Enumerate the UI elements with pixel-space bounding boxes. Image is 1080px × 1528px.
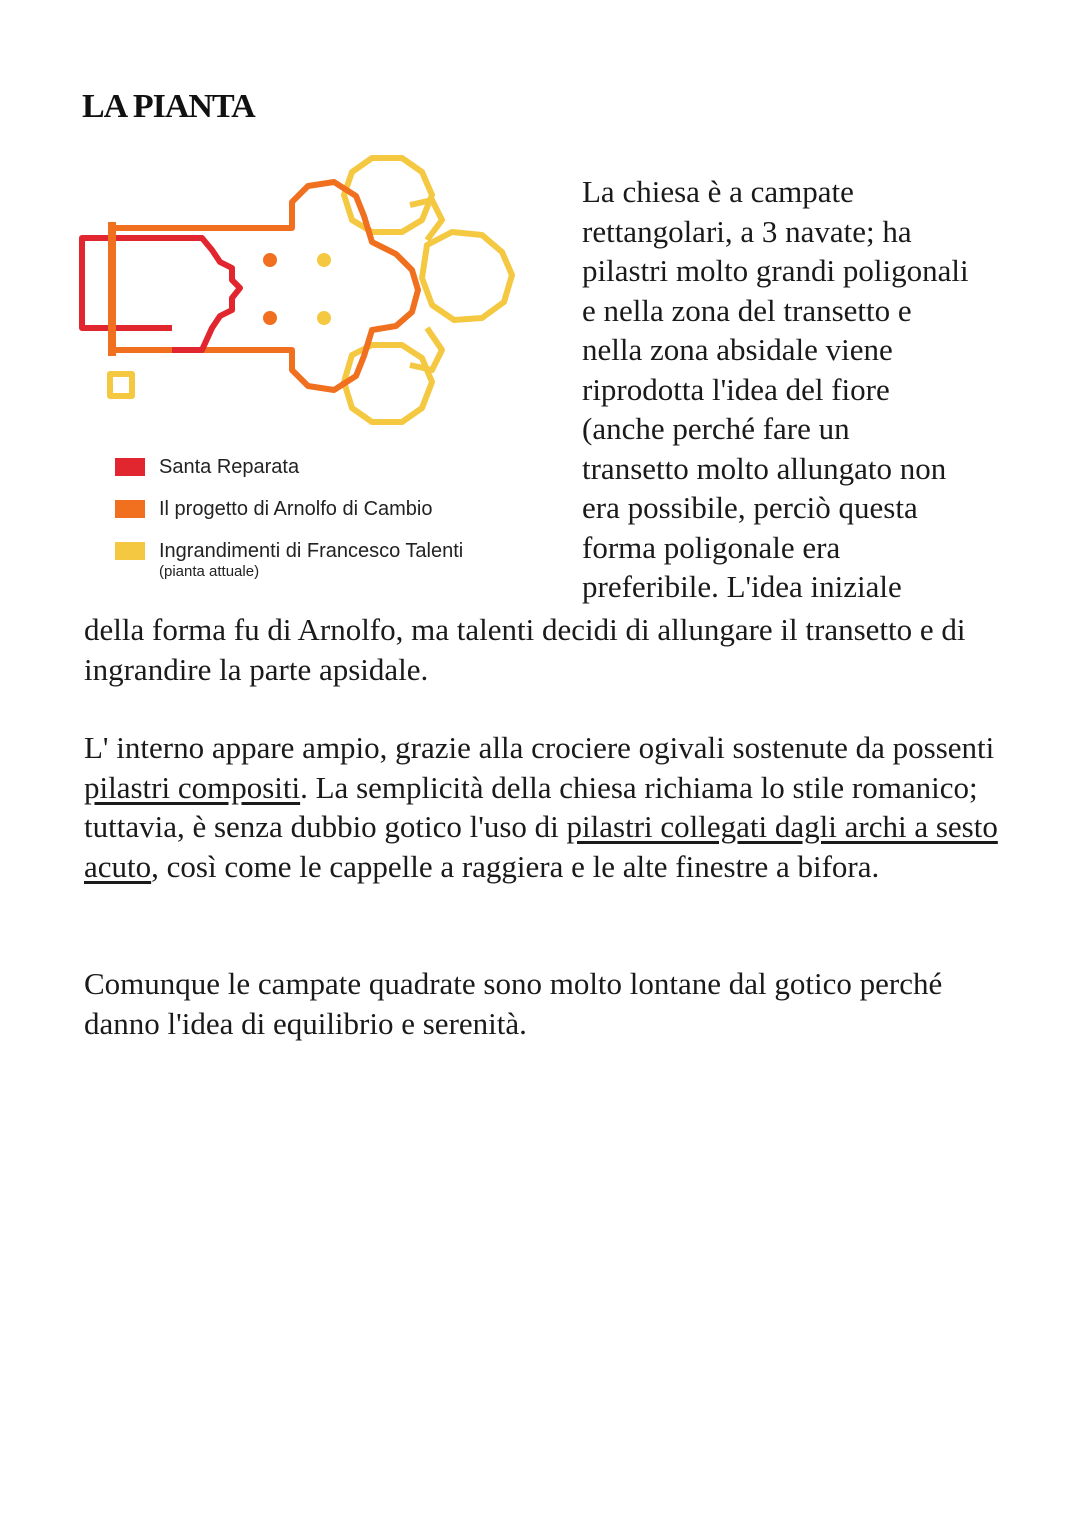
- legend-item-talenti: [115, 539, 555, 581]
- cathedral-plan-diagram: [72, 150, 542, 440]
- text-line: (anche perché fare un: [582, 411, 850, 446]
- page-title: LA PIANTA: [82, 88, 255, 125]
- santa-reparata-plan: [82, 238, 240, 350]
- text-line: rettangolari, a 3 navate; ha: [582, 213, 912, 249]
- text-run: , così come le cappelle a raggiera e le alte finestre a bifora.: [151, 848, 880, 884]
- text-line: pilastri molto grandi poligonali: [582, 253, 969, 288]
- paragraph-3: Comunque le campate quadrate sono molto lontane dal gotico perché danno l'idea di equilibrio e serenità.: [84, 966, 943, 1041]
- text-line: forma poligonale era: [582, 529, 841, 565]
- legend-item-santa-reparata: [115, 455, 555, 479]
- paragraph-2: [84, 728, 1004, 886]
- text-line: La chiesa è a campate: [582, 174, 854, 209]
- legend-swatch-orange: [115, 500, 145, 518]
- text-line: e nella zona del transetto e: [582, 292, 912, 328]
- plan-legend: [115, 455, 555, 599]
- legend-label: Santa Reparata: [159, 456, 300, 478]
- text-run: . La semplicità della chiesa richiama lo stile romanico; tuttavia, è senza dubbio gotico l'uso di: [84, 769, 978, 844]
- legend-swatch-yellow: [115, 542, 145, 560]
- underlined-text: pilastri compositi: [84, 769, 301, 805]
- text-run: L' interno appare ampio, grazie alla crociere ogivali sostenute da possenti: [84, 730, 995, 765]
- underlined-text: pilastri collegati dagli archi a sesto acuto: [84, 809, 998, 884]
- text-line: riprodotta l'idea del fiore: [582, 371, 890, 407]
- paragraph-1-continuation: della forma fu di Arnolfo, ma talenti decidi di allungare il transetto e di ingrandire la parte apsidale.: [84, 612, 966, 687]
- text-line: preferibile. L'idea iniziale: [582, 569, 902, 604]
- text-line: transetto molto allungato non: [582, 450, 947, 486]
- arnolfo-plan: [110, 182, 418, 390]
- text-line: nella zona absidale viene: [582, 332, 893, 367]
- legend-label: Ingrandimenti di Francesco Talenti: [159, 540, 464, 562]
- talenti-enlargements: [110, 158, 512, 422]
- legend-swatch-red: [115, 458, 145, 476]
- legend-note: (pianta attuale): [159, 563, 260, 580]
- legend-item-arnolfo: [115, 497, 555, 521]
- paragraph-1-side: [582, 172, 1022, 607]
- text-line: era possibile, perciò questa: [582, 490, 918, 525]
- legend-label: Il progetto di Arnolfo di Cambio: [159, 498, 433, 520]
